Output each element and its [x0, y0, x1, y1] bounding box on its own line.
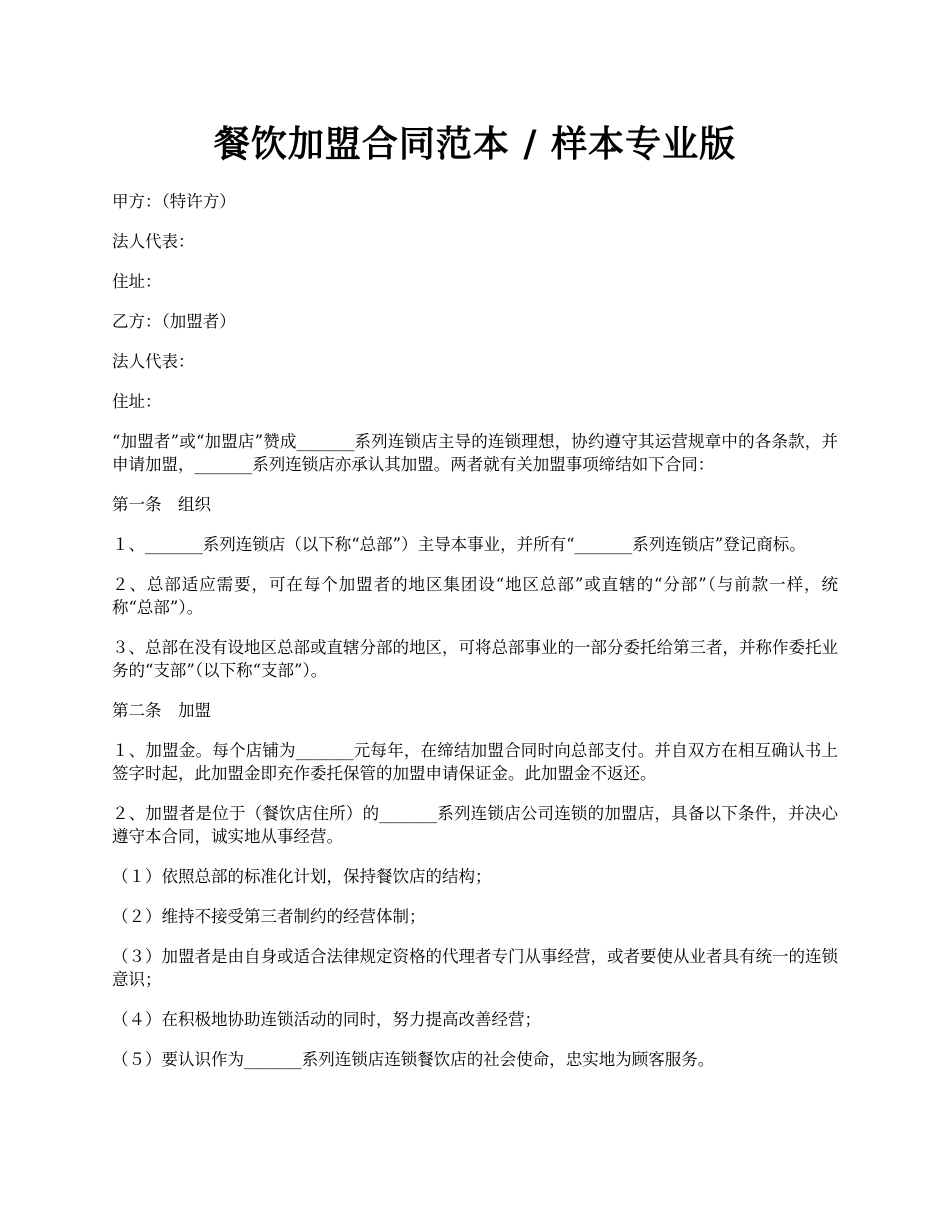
intro-paragraph: “加盟者”或“加盟店”赞成_______系列连锁店主导的连锁理想，协约遵守其运营规章中的各条款，并申请加盟，_______系列连锁店亦承认其加盟。两者就有关加盟事项缔结如下合同： [112, 432, 838, 474]
article-1-item: ２、总部适应需要，可在每个加盟者的地区集团设“地区总部”或直辖的“分部”（与前款一样，统称“总部”）。 [112, 575, 838, 617]
party-b-address: 住址： [112, 392, 162, 411]
party-a-line: 甲方：（特许方） [112, 192, 236, 211]
article-2-item: １、加盟金。每个店铺为_______元每年，在缔结加盟合同时向总部支付。并自双方在相互确认书上签字时起，此加盟金即充作委托保管的加盟申请保证金。此加盟金不返还。 [112, 741, 838, 783]
article-2-subitem: （４）在积极地协助连锁活动的同时，努力提高改善经营； [112, 1010, 541, 1029]
article-1-item: １、_______系列连锁店（以下称“总部”）主导本事业，并所有“_______系列连锁店”登记商标。 [112, 535, 806, 554]
article-1-item: ３、总部在没有设地区总部或直辖分部的地区，可将总部事业的一部分委托给第三者，并称作委托业务的“支部”（以下称“支部”）。 [112, 638, 838, 680]
article-1-heading: 第一条 组织 [112, 495, 211, 514]
document-title: 餐饮加盟合同范本 / 样本专业版 [213, 123, 737, 165]
article-2-item: ２、加盟者是位于（餐饮店住所）的_______系列连锁店公司连锁的加盟店，具备以下条件，并决心遵守本合同，诚实地从事经营。 [112, 804, 838, 846]
party-b-representative: 法人代表： [112, 352, 195, 371]
party-b-line: 乙方：（加盟者） [112, 312, 236, 331]
article-2-subitem: （１）依照总部的标准化计划，保持餐饮店的结构； [112, 867, 492, 886]
article-2-heading: 第二条 加盟 [112, 701, 211, 720]
article-2-subitem: （３）加盟者是由自身或适合法律规定资格的代理者专门从事经营，或者要使从业者具有统一的连锁意识； [112, 947, 838, 989]
article-2-subitem: （５）要认识作为_______系列连锁店连锁餐饮店的社会使命，忠实地为顾客服务。 [112, 1050, 715, 1069]
party-a-address: 住址： [112, 272, 162, 291]
party-a-representative: 法人代表： [112, 232, 195, 251]
article-2-subitem: （２）维持不接受第三者制约的经营体制； [112, 907, 426, 926]
